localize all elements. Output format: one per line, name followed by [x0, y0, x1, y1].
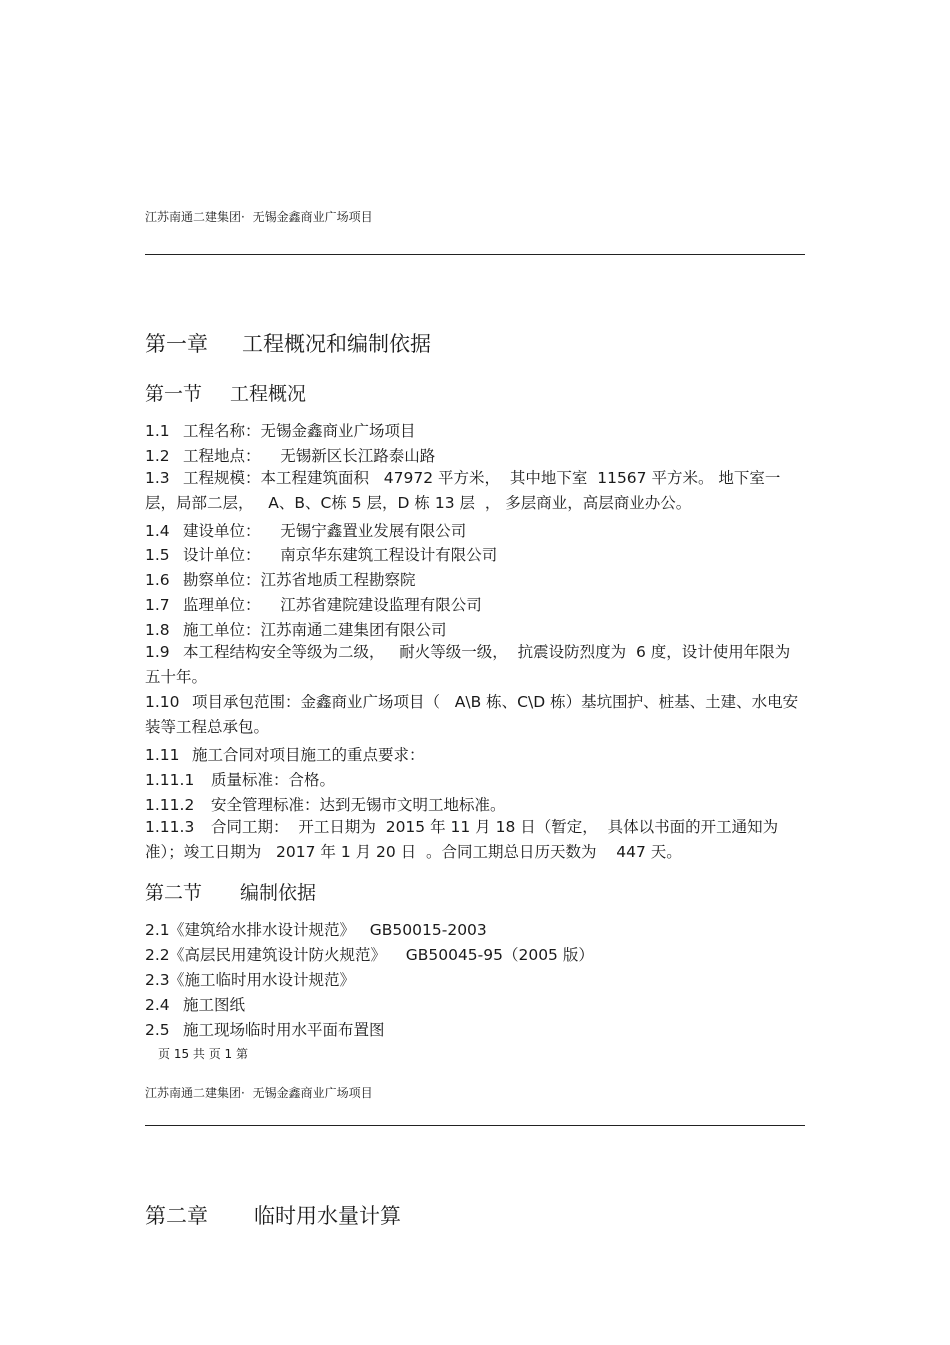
header-project: 无锡金鑫商业广场项目	[252, 210, 373, 224]
section-number: 第二节	[145, 882, 203, 904]
list-item: 1.11 施工合同对项目施工的重点要求：	[145, 746, 425, 764]
list-item: 1.9 本工程结构安全等级为二级， 耐火等级一级， 抗震设防烈度为 6 度，设计使用年限为五十年。	[145, 643, 791, 686]
section-title: 工程概况	[230, 383, 307, 405]
section-title: 编制依据	[240, 882, 317, 904]
list-item: 1.11.2 安全管理标准：达到无锡市文明工地标准。	[145, 796, 506, 814]
chapter-heading	[145, 1200, 401, 1230]
section-number: 第一节	[145, 383, 203, 405]
header-company: 江苏南通二建集团·	[145, 210, 245, 224]
section-heading	[145, 379, 306, 406]
list-item: 1.10 项目承包范围：金鑫商业广场项目（ A\B 栋、C\D 栋）基坑围护、桩基、土建、水电安装等工程总承包。	[145, 693, 799, 736]
list-item: 1.4 建设单位： 无锡宁鑫置业发展有限公司	[145, 522, 467, 540]
list-item: 1.6 勘察单位：江苏省地质工程勘察院	[145, 571, 416, 589]
list-item: 2.2《高层民用建筑设计防火规范》 GB50045-95（2005 版）	[145, 946, 594, 964]
list-item: 2.4 施工图纸	[145, 996, 246, 1014]
list-item: 1.5 设计单位： 南京华东建筑工程设计有限公司	[145, 546, 498, 564]
list-item: 1.1 工程名称：无锡金鑫商业广场项目	[145, 422, 416, 440]
list-item: 1.11.3 合同工期： 开工日期为 2015 年 11 月 18 日（暂定， 具体以书面的开工通知为准）；竣工日期为 2017 年 1 月 20 日 。合同工期总日历天数为 447 天。	[145, 818, 779, 861]
list-item: 2.3《施工临时用水设计规范》	[145, 971, 356, 989]
chapter-heading	[145, 328, 431, 358]
page-header	[145, 1084, 373, 1101]
chapter-title: 工程概况和编制依据	[242, 332, 431, 356]
list-item: 1.3 工程规模：本工程建筑面积 47972 平方米， 其中地下室 11567 平方米。 地下室一层，局部二层， A、B、C栋 5 层，D 栋 13 层 ， 多层商业，高层商业办公。	[145, 469, 781, 512]
list-item: 2.1《建筑给水排水设计规范》 GB50015-2003	[145, 921, 487, 939]
section-heading	[145, 878, 316, 905]
list-item: 1.11.1 质量标准：合格。	[145, 771, 336, 789]
chapter-number: 第二章	[145, 1204, 208, 1228]
header-company: 江苏南通二建集团·	[145, 1086, 245, 1100]
list-item: 1.8 施工单位：江苏南通二建集团有限公司	[145, 621, 447, 639]
header-rule	[145, 1125, 805, 1126]
list-item: 2.5 施工现场临时用水平面布置图	[145, 1021, 385, 1039]
header-rule	[145, 254, 805, 255]
header-project: 无锡金鑫商业广场项目	[252, 1086, 373, 1100]
chapter-title: 临时用水量计算	[254, 1204, 401, 1228]
page-header	[145, 208, 373, 225]
chapter-number: 第一章	[145, 332, 208, 356]
page-footer: 页 15 共 页 1 第	[158, 1047, 248, 1061]
list-item: 1.2 工程地点： 无锡新区长江路泰山路	[145, 447, 436, 465]
list-item: 1.7 监理单位： 江苏省建院建设监理有限公司	[145, 596, 482, 614]
